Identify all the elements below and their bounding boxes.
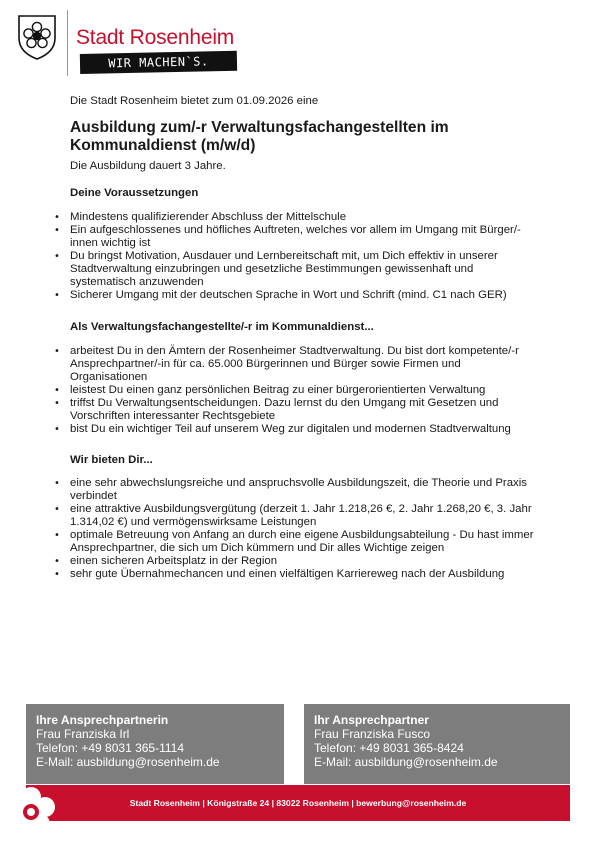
contact-name: Frau Franziska Irl bbox=[36, 727, 130, 741]
city-logo-text: Stadt Rosenheim bbox=[76, 26, 235, 49]
list-item: • einen sicheren Arbeitsplatz in der Region bbox=[70, 555, 540, 568]
contact-box-female bbox=[26, 704, 284, 784]
duration-text: Die Ausbildung dauert 3 Jahre. bbox=[70, 160, 226, 172]
duties-list bbox=[70, 345, 540, 436]
footer-address: Stadt Rosenheim | Königstraße 24 | 83022 Rosenheim | bewerbung@rosenheim.de bbox=[129, 798, 467, 808]
slogan-banner: WIR MACHEN`S. bbox=[80, 51, 237, 74]
requirements-list bbox=[70, 211, 540, 302]
list-item: • eine sehr abwechslungsreiche und anspruchsvolle Ausbildungszeit, die Theorie und Praxis verbindet bbox=[70, 477, 540, 503]
list-item: • arbeitest Du in den Ämtern der Rosenheimer Stadtverwaltung. Du bist dort kompetente/-r Ansprechpartner/-in für ca. 65.000 Bürgerinnen und Bürger sowie Firmen und Organisationen bbox=[70, 345, 540, 384]
requirements-heading: Deine Voraussetzungen bbox=[70, 187, 199, 199]
list-item: • optimale Betreuung von Anfang an durch eine eigene Ausbildungsabteilung - Du hast immer Ansprechpartner, die sich um Dich kümmern und Dir alles Wichtige zeigen bbox=[70, 529, 540, 555]
duties-heading: Als Verwaltungsfachangestellte/-r im Kommunaldienst... bbox=[70, 321, 374, 333]
list-item: • leistest Du einen ganz persönlichen Beitrag zu einer bürgerorientierten Verwaltung bbox=[70, 384, 540, 397]
list-item: • Du bringst Motivation, Ausdauer und Lernbereitschaft mit, um Dich effektiv in unserer Stadtverwaltung einzubringen und gesetzliche Bestimmungen gewissenhaft und systematisch anzuwenden bbox=[70, 250, 540, 289]
contact-title: Ihr Ansprechpartner bbox=[314, 713, 429, 727]
contact-email[interactable]: E-Mail: ausbildung@rosenheim.de bbox=[36, 755, 220, 769]
list-item: • Mindestens qualifizierender Abschluss der Mittelschule bbox=[70, 211, 540, 224]
list-item: • eine attraktive Ausbildungsvergütung (derzeit 1. Jahr 1.218,26 €, 2. Jahr 1.268,20 €, 3. Jahr 1.314,02 €) und vermögenswirksame Leistungen bbox=[70, 503, 540, 529]
offer-list bbox=[70, 477, 540, 581]
contact-title: Ihre Ansprechpartnerin bbox=[36, 713, 169, 727]
contact-phone[interactable]: Telefon: +49 8031 365-1114 bbox=[36, 741, 185, 755]
list-item: • Sicherer Umgang mit der deutschen Sprache in Wort und Schrift (mind. C1 nach GER) bbox=[70, 289, 540, 302]
list-item: • sehr gute Übernahmechancen und einen vielfältigen Karriereweg nach der Ausbildung bbox=[70, 568, 540, 581]
contact-email[interactable]: E-Mail: ausbildung@rosenheim.de bbox=[314, 755, 498, 769]
logo-divider bbox=[67, 10, 68, 76]
contact-name: Frau Franziska Fusco bbox=[314, 727, 431, 741]
list-item: • Ein aufgeschlossenes und höfliches Auftreten, welches vor allem im Umgang mit Bürger/-innen wichtig ist bbox=[70, 224, 540, 250]
list-item: • triffst Du Verwaltungsentscheidungen. Dazu lernst du den Umgang mit Gesetzen und Vorschriften interessanter Rechtsgebiete bbox=[70, 397, 540, 423]
job-title: Ausbildung zum/-r Verwaltungsfachangestellten im Kommunaldienst (m/w/d) bbox=[70, 119, 449, 154]
list-item: • bist Du ein wichtiger Teil auf unserem Weg zur digitalen und modernen Stadtverwaltung bbox=[70, 423, 540, 436]
offer-heading: Wir bieten Dir... bbox=[70, 454, 153, 466]
intro-text: Die Stadt Rosenheim bietet zum 01.09.2026 eine bbox=[70, 95, 319, 107]
rose-watermark-icon bbox=[0, 780, 62, 842]
contact-box-male bbox=[304, 704, 570, 784]
rose-emblem-icon bbox=[17, 14, 57, 60]
contact-phone[interactable]: Telefon: +49 8031 365-8424 bbox=[314, 741, 464, 755]
job-posting bbox=[70, 95, 540, 581]
